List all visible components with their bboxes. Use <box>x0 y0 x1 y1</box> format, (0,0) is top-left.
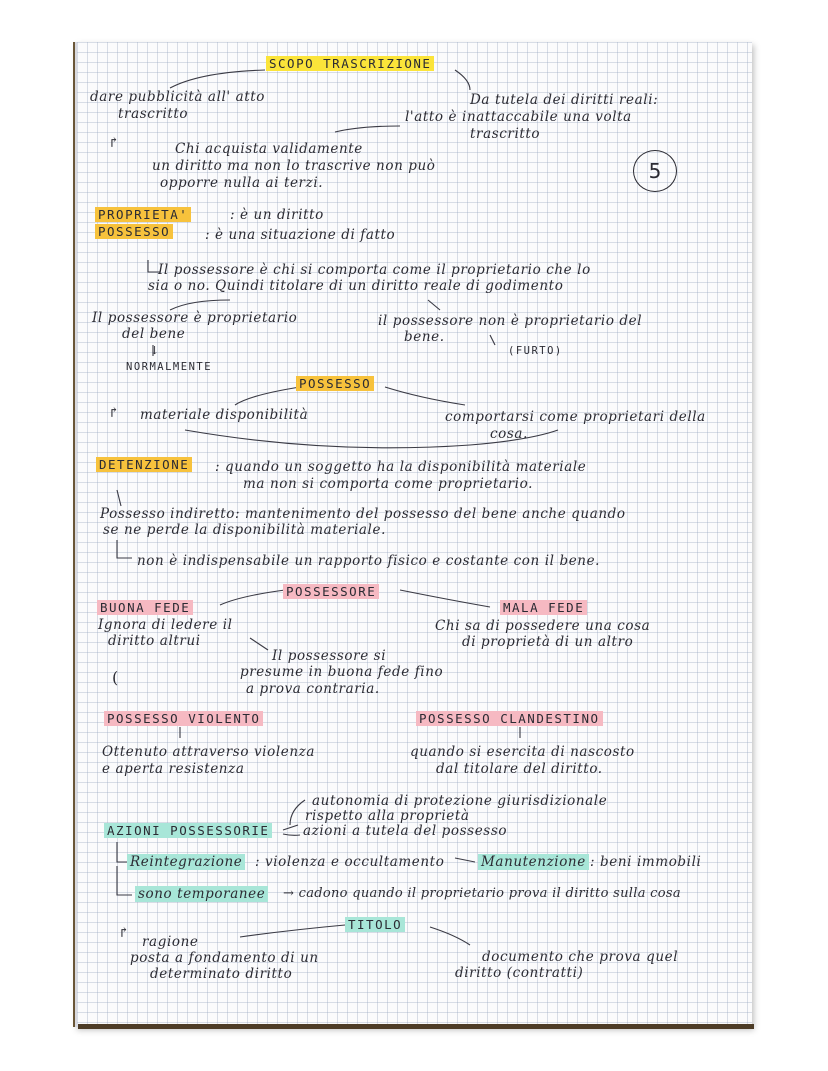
curved-arrow-icon-2: ↱ <box>108 405 120 421</box>
reintegrazione-label: Reintegrazione <box>127 854 245 870</box>
possesso-title: POSSESSO <box>296 376 374 391</box>
prop-right-b: bene. <box>404 329 445 345</box>
clandestino-2: dal titolare del diritto. <box>436 761 603 777</box>
clandestino-1: quando si esercita di nascosto <box>410 744 635 760</box>
manutenzione-def: : beni immobili <box>590 854 702 870</box>
buona-fede-2: diritto altrui <box>108 633 201 649</box>
detenzione-def-1: : quando un soggetto ha la disponibilità materiale <box>215 459 587 475</box>
azioni-branch-1: autonomia di protezione giurisdizionale <box>312 793 608 809</box>
titolo-right-2: diritto (contratti) <box>455 965 584 981</box>
buona-fede-label: BUONA FEDE <box>97 600 193 615</box>
scopo-left-2: trascritto <box>118 106 189 122</box>
prop-right-a: il possessore non è proprietario del <box>378 313 643 329</box>
furto-label: (FURTO) <box>508 345 563 357</box>
crescent-mark-icon: ( <box>112 668 119 687</box>
scopo-note-2: un diritto ma non lo trascrive non può <box>152 158 436 174</box>
mala-fede-1: Chi sa di possedere una cosa <box>435 618 651 634</box>
titolo-title: TITOLO <box>345 917 405 932</box>
scopo-right-3: trascritto <box>470 126 541 142</box>
presume-3: a prova contraria. <box>246 681 380 697</box>
titolo-left-3: determinato diritto <box>150 966 293 982</box>
possessore-title: POSSESSORE <box>283 584 379 599</box>
violento-2: e aperta resistenza <box>102 761 245 777</box>
scopo-note-1: Chi acquista validamente <box>175 141 363 157</box>
scopo-right-1: Da tutela dei diritti reali: <box>470 92 659 108</box>
prop-line-1: Il possessore è chi si comporta come il proprietario che lo <box>158 262 591 278</box>
scopo-title: SCOPO TRASCRIZIONE <box>266 56 434 71</box>
violento-1: Ottenuto attraverso violenza <box>102 744 315 760</box>
possesso-def: : è una situazione di fatto <box>205 227 396 243</box>
indiretto-line-1: Possesso indiretto: mantenimento del possesso del bene anche quando <box>100 506 626 522</box>
temporanee-def: → cadono quando il proprietario prova il diritto sulla cosa <box>283 886 681 901</box>
proprieta-def: : è un diritto <box>230 207 324 223</box>
detenzione-def-2: ma non si comporta come proprietario. <box>243 476 533 492</box>
curved-arrow-icon: ↱ <box>108 135 120 151</box>
indiretto-line-2: se ne perde la disponibilità materiale. <box>103 522 386 538</box>
curved-arrow-icon-3: ↱ <box>118 925 130 941</box>
mala-fede-label: MALA FEDE <box>500 600 587 615</box>
titolo-left-1: ragione <box>142 934 199 950</box>
possesso-right-1: comportarsi come proprietari della <box>445 409 706 425</box>
reintegrazione-def: : violenza e occultamento <box>255 854 445 870</box>
manutenzione-label: Manutenzione <box>478 854 589 870</box>
azioni-label: AZIONI POSSESSORIE <box>104 823 272 838</box>
down-arrow-icon: ↓ <box>150 344 160 357</box>
possesso-right-2: cosa. <box>490 426 528 442</box>
clandestino-label: POSSESSO CLANDESTINO <box>416 711 603 726</box>
indiretto-line-3: non è indispensabile un rapporto fisico e costante con il bene. <box>137 553 601 569</box>
detenzione-label: DETENZIONE <box>96 457 192 472</box>
page-number: 5 <box>633 150 677 192</box>
mala-fede-2: di proprietà di un altro <box>462 634 634 650</box>
presume-2: presume in buona fede fino <box>240 664 444 680</box>
titolo-left-2: posta a fondamento di un <box>130 950 319 966</box>
prop-line-2: sia o no. Quindi titolare di un diritto reale di godimento <box>148 278 564 294</box>
scopo-left-1: dare pubblicità all' atto <box>90 89 266 105</box>
scopo-note-3: opporre nulla ai terzi. <box>160 175 324 191</box>
temporanee-label: sono temporanee <box>135 886 268 902</box>
possesso-label: POSSESSO <box>95 224 173 239</box>
azioni-branch-2: rispetto alla proprietà <box>305 808 470 824</box>
prop-left-a: Il possessore è proprietario <box>92 310 298 326</box>
prop-left-b: del bene <box>122 326 186 342</box>
possesso-left: materiale disponibilità <box>140 407 309 423</box>
proprieta-label: PROPRIETA' <box>95 207 191 222</box>
normalmente-label: NORMALMENTE <box>126 361 213 373</box>
azioni-branch-3: azioni a tutela del possesso <box>303 823 508 839</box>
titolo-right-1: documento che prova quel <box>482 949 679 965</box>
violento-label: POSSESSO VIOLENTO <box>104 711 263 726</box>
scopo-right-2: l'atto è inattaccabile una volta <box>405 109 632 125</box>
buona-fede-1: Ignora di ledere il <box>98 617 233 633</box>
presume-1: Il possessore si <box>272 648 387 664</box>
